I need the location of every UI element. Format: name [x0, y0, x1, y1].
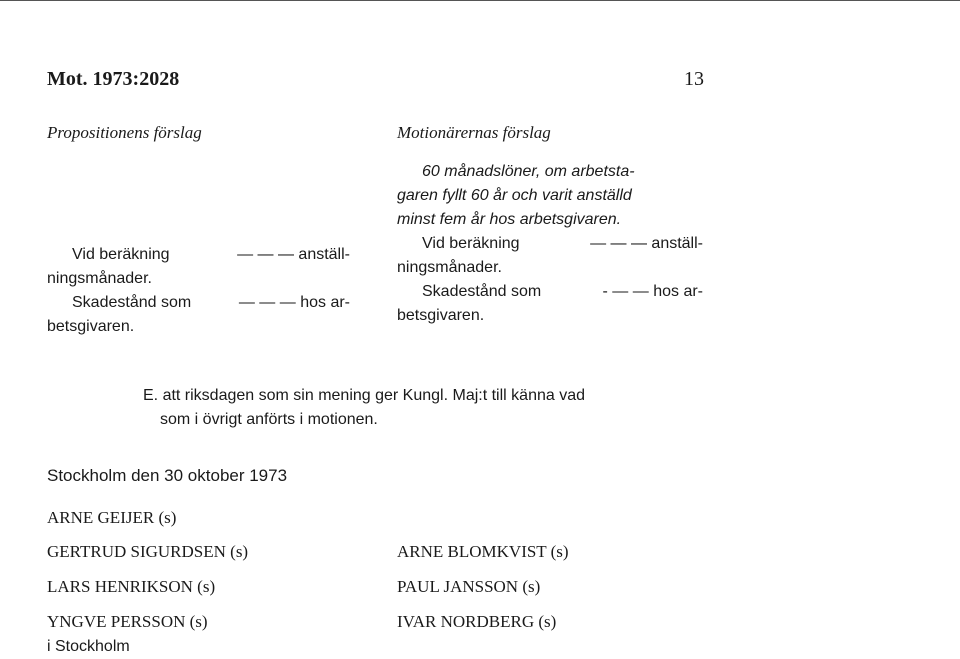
right-line-1 [397, 232, 703, 256]
signature-right-1: ARNE BLOMKVIST (s) [397, 542, 569, 561]
signature-location: i Stockholm [47, 638, 130, 655]
signature-left-1: GERTRUD SIGURDSEN (s) [47, 542, 249, 561]
left-column-heading: Propositionens förslag [47, 123, 202, 142]
right-italic-line-1: 60 månadslöner, om arbetsta- [422, 163, 635, 180]
left-line-4 [47, 315, 350, 339]
right-line-3-start: Skadestånd som [422, 283, 542, 300]
signature-right-3: IVAR NORDBERG (s) [397, 612, 557, 631]
signature-left-3: YNGVE PERSSON (s) [47, 612, 208, 631]
right-italic-line-3: minst fem år hos arbetsgivaren. [397, 211, 622, 228]
document-reference: Mot. 1973:2028 [47, 68, 180, 90]
left-line-1 [47, 243, 350, 267]
clause-e-line-1: E. att riksdagen som sin mening ger Kungl. Maj:t till känna vad [143, 387, 585, 404]
right-line-2 [397, 256, 703, 280]
signature-left-2: LARS HENRIKSON (s) [47, 577, 216, 596]
right-column-heading: Motionärernas förslag [397, 123, 551, 142]
right-line-1-start: Vid beräkning [422, 235, 520, 252]
left-line-3 [47, 291, 350, 315]
signature-first: ARNE GEIJER (s) [47, 508, 177, 527]
clause-e [143, 384, 585, 432]
left-line-1-start: Vid beräkning [72, 246, 170, 263]
left-line-3-end: — — — hos ar- [238, 294, 350, 311]
right-line-3-end: - — — hos ar- [602, 283, 703, 300]
place-date: Stockholm den 30 oktober 1973 [47, 466, 288, 485]
right-line-4 [397, 304, 703, 328]
right-line-4-text: betsgivaren. [397, 307, 485, 324]
right-column-text [397, 160, 703, 328]
top-rule [0, 0, 960, 1]
right-italic-line-2: garen fyllt 60 år och varit anställd [397, 187, 632, 204]
right-line-1-end: — — — anställ- [590, 235, 703, 252]
left-line-1-end: — — — anställ- [237, 246, 350, 263]
left-line-3-start: Skadestånd som [72, 294, 192, 311]
left-line-2 [47, 267, 350, 291]
signature-right-2: PAUL JANSSON (s) [397, 577, 541, 596]
left-line-2-text: ningsmånader. [47, 270, 152, 287]
clause-e-line-2: som i övrigt anförts i motionen. [160, 411, 378, 428]
right-line-3 [397, 280, 703, 304]
left-column-text [47, 243, 350, 339]
page-number: 13 [684, 68, 704, 90]
left-line-4-text: betsgivaren. [47, 318, 135, 335]
right-line-2-text: ningsmånader. [397, 259, 502, 276]
